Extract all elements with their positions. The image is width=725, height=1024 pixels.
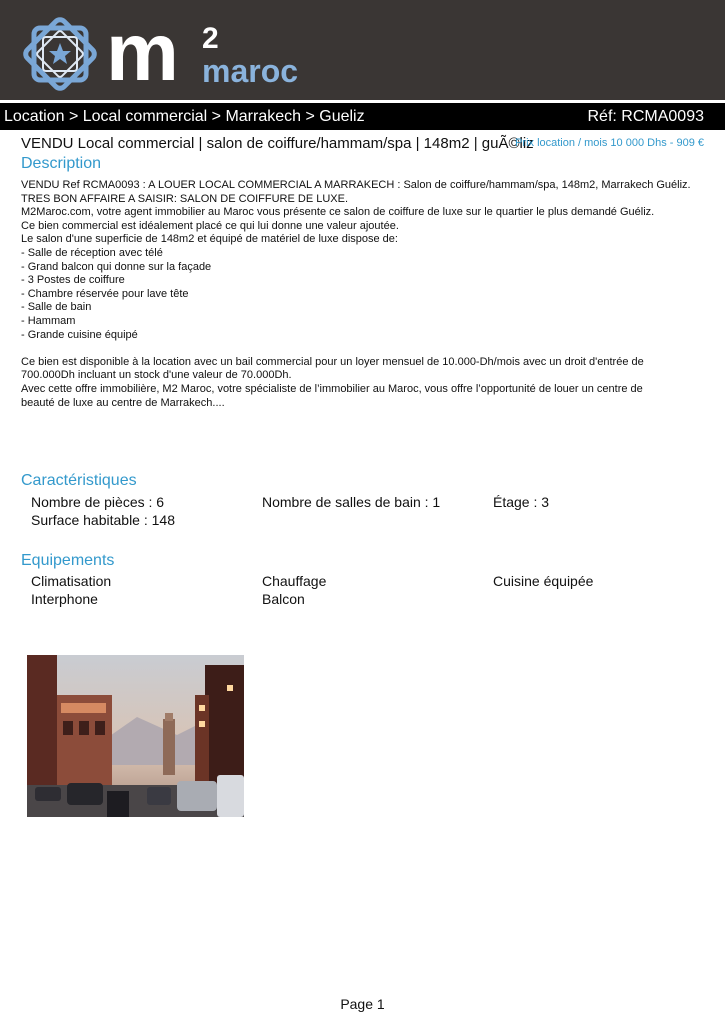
reference-number: Réf: RCMA0093 xyxy=(587,108,704,125)
description-line: - 3 Postes de coiffure xyxy=(21,274,125,287)
feature-bathrooms: Nombre de salles de bain : 1 xyxy=(262,494,441,510)
description-line: - Grand balcon qui donne sur la façade xyxy=(21,260,212,273)
page-number: Page 1 xyxy=(340,996,385,1012)
feature-surface: Surface habitable : 148 xyxy=(31,511,175,528)
description-line: Ce bien est disponible à la location avec un bail commercial pour un loyer mensuel de 10.000-Dh/mois avec un droit d'entrée de xyxy=(21,355,644,368)
description-line: - Salle de réception avec télé xyxy=(21,246,163,259)
svg-text:2: 2 xyxy=(202,22,219,55)
equipment-row xyxy=(31,591,711,609)
m2-maroc-logo xyxy=(22,12,302,92)
characteristics-heading: Caractéristiques xyxy=(21,472,137,489)
description-line: - Grande cuisine équipé xyxy=(21,328,138,341)
description-line: Le salon d'une superficie de 148m2 et équipé de matériel de luxe dispose de: xyxy=(21,233,398,246)
breadcrumb: Location > Local commercial > Marrakech > Gueliz xyxy=(4,108,365,125)
price-label: Prix location / mois 10 000 Dhs - 909 € xyxy=(515,137,704,149)
description-heading: Description xyxy=(21,155,102,172)
star-emblem-icon xyxy=(23,17,97,91)
equipment-kitchen: Cuisine équipée xyxy=(493,573,594,589)
equipment-heading: Equipements xyxy=(21,552,115,569)
description-line: 700.000Dh incluant un stock d'une valeur de 70.000Dh. xyxy=(21,369,292,382)
description-text xyxy=(21,179,711,410)
description-line: Ce bien commercial est idéalement placé ce qui lui donne une valeur ajoutée. xyxy=(21,219,399,232)
characteristics-grid xyxy=(31,494,711,529)
equipment-balcony: Balcon xyxy=(262,590,305,607)
equipment-row xyxy=(31,573,711,591)
description-line: VENDU Ref RCMA0093 : A LOUER LOCAL COMMERCIAL A MARRAKECH : Salon de coiffure/hammam/spa, 148m2, Marrakech Guéliz. xyxy=(21,179,691,191)
breadcrumb-bar xyxy=(0,103,725,130)
description-line: M2Maroc.com, votre agent immobilier au Maroc vous présente ce salon de coiffure de luxe sur le quartier le plus demandé Guéliz. xyxy=(21,206,655,219)
equipment-air-conditioning: Climatisation xyxy=(31,573,112,589)
description-line: beauté de luxe au centre de Marrakech.... xyxy=(21,396,225,409)
header-banner xyxy=(0,0,725,100)
equipment-grid xyxy=(31,573,711,608)
characteristics-row xyxy=(31,512,711,530)
svg-text:maroc: maroc xyxy=(202,53,299,89)
feature-rooms: Nombre de pièces : 6 xyxy=(31,494,165,510)
equipment-intercom: Interphone xyxy=(31,590,98,607)
description-line: - Hammam xyxy=(21,314,76,327)
svg-text:m: m xyxy=(106,12,179,92)
equipment-heating: Chauffage xyxy=(262,573,327,589)
property-photo xyxy=(27,655,244,817)
description-line: TRES BON AFFAIRE A SAISIR: SALON DE COIFFURE DE LUXE. xyxy=(21,192,349,205)
description-spacer xyxy=(21,342,711,356)
description-line: Avec cette offre immobilière, M2 Maroc, votre spécialiste de l’immobilier au Maroc, vous offre l’opportunité de louer un centre de xyxy=(21,382,643,395)
listing-title: VENDU Local commercial | salon de coiffure/hammam/spa | 148m2 | guÃ©liz xyxy=(21,135,534,152)
description-line: - Chambre réservée pour lave tête xyxy=(21,287,189,300)
characteristics-row xyxy=(31,494,711,512)
feature-floor: Étage : 3 xyxy=(493,494,550,510)
description-line: - Salle de bain xyxy=(21,301,92,314)
